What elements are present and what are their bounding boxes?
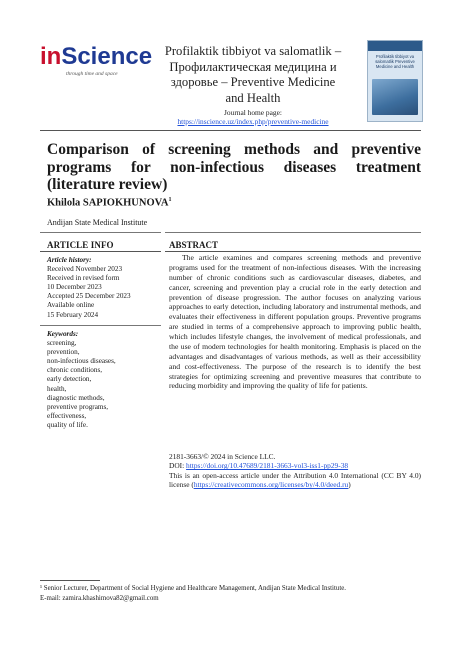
journal-cover-image — [367, 40, 423, 122]
keyword-item: chronic conditions, — [47, 366, 103, 375]
doi-line — [169, 461, 421, 470]
keyword-item: diagnostic methods, — [47, 393, 105, 402]
cover-band — [368, 41, 422, 51]
history-item: Received in revised form — [47, 274, 120, 283]
keyword-item: prevention, — [47, 348, 80, 357]
doi-link[interactable]: https://doi.org/10.47689/2181-3663-vol3-iss1-pp29-38 — [186, 461, 349, 471]
keywords-list — [47, 330, 116, 430]
license-text: This is an open-access article under the Attribution 4.0 International (CC BY 4.0) license ( — [169, 470, 421, 490]
license-line — [169, 471, 421, 490]
footnote-email: E-mail: zamira.khashimova82@gmail.com — [40, 595, 159, 602]
logo-science-text: Science — [61, 43, 153, 70]
keyword-item: effectiveness, — [47, 411, 87, 420]
keyword-item: quality of life. — [47, 420, 88, 429]
cover-text: Profilaktik tibbiyot va salomatlik Preventive Medicine and Health — [375, 54, 415, 69]
footnote-divider — [40, 580, 100, 581]
keyword-item: early detection, — [47, 375, 92, 384]
logo-in-text: in — [40, 43, 62, 70]
abstract-text: The article examines and compares screening methods and preventive programs used for the treatment of non-infectious diseases. With the increasing number of chronic conditions such as cardiovascular diseases, diabetes, and cancer, screening and prevention play a crucial role in the early detection and prevention of disease progression. The author focuses on analyzing various approaches to early detection, including laboratory and instrumental methods, and evaluates their effectiveness in different population groups. Preventive programs are studied in terms of a comprehensive approach to improving public health, which includes lifestyle changes, the involvement of medical professionals, and the use of modern technologies for health monitoring. Emphasis is placed on the advantages and disadvantages of various methods, as well as their accessibility and cost-effectiveness. The purpose of the research is to identify the best strategies for optimizing screening and preventive measures that contribute to reducing morbidity and improving the quality of life for patients. — [169, 253, 421, 391]
license-close: ) — [348, 480, 351, 490]
keywords-divider — [40, 325, 161, 326]
journal-home-label: Journal home page: — [224, 108, 282, 117]
journal-homepage — [140, 108, 366, 126]
article-metadata — [169, 452, 421, 490]
journal-title-line: and Health — [225, 90, 281, 105]
license-link[interactable]: https://creativecommons.org/licenses/by/4.0/deed.ru — [193, 480, 349, 490]
author-name-text: Khilola SAPIOKHUNOVA — [47, 197, 169, 209]
journal-title-line: Профилактическая медицина и — [169, 59, 337, 74]
publisher-logo — [40, 43, 153, 85]
cover-illustration — [372, 79, 418, 115]
left-top-divider — [40, 232, 161, 233]
footnote-text: ¹ Senior Lecturer, Department of Social Hygiene and Healthcare Management, Andijan State Medical Institute. — [40, 585, 347, 592]
article-history — [47, 256, 131, 320]
journal-title-line: здоровье – Preventive Medicine — [170, 75, 336, 89]
author-name — [47, 197, 171, 209]
header-divider — [40, 130, 421, 131]
history-item: 15 February 2024 — [47, 310, 99, 319]
right-top-divider — [165, 232, 421, 233]
keyword-item: screening, — [47, 339, 77, 348]
keyword-item: non-infectious diseases, — [47, 357, 116, 366]
history-item: Available online — [47, 301, 95, 310]
keywords-label: Keywords: — [47, 330, 79, 338]
abstract-divider — [165, 251, 421, 252]
footnote — [40, 584, 421, 604]
article-info-divider — [40, 251, 161, 252]
author-footnote-mark: 1 — [168, 197, 172, 203]
keyword-item: preventive programs, — [47, 402, 109, 411]
issn-copyright: 2181-3663/© 2024 in Science LLC. — [169, 452, 276, 461]
doi-label: DOI: — [169, 461, 187, 471]
article-history-label: Article history: — [47, 256, 92, 264]
article-info-heading: ARTICLE INFO — [47, 240, 114, 250]
abstract-heading: ABSTRACT — [169, 240, 219, 250]
article-title: Comparison of screening methods and preventive programs for non-infectious diseases treatment (literature review) — [47, 141, 421, 193]
keyword-item: health, — [47, 384, 67, 393]
history-item: Received November 2023 — [47, 265, 123, 274]
journal-home-link[interactable]: https://inscience.uz/index.php/preventive-medicine — [177, 117, 329, 126]
journal-title-line: Profilaktik tibbiyot va salomatlik – — [164, 44, 342, 58]
history-item: Accepted 25 December 2023 — [47, 292, 131, 301]
author-affiliation: Andijan State Medical Institute — [47, 218, 148, 227]
journal-title — [140, 44, 366, 106]
logo-tagline: through time and space — [66, 71, 118, 77]
history-item: 10 December 2023 — [47, 283, 102, 292]
